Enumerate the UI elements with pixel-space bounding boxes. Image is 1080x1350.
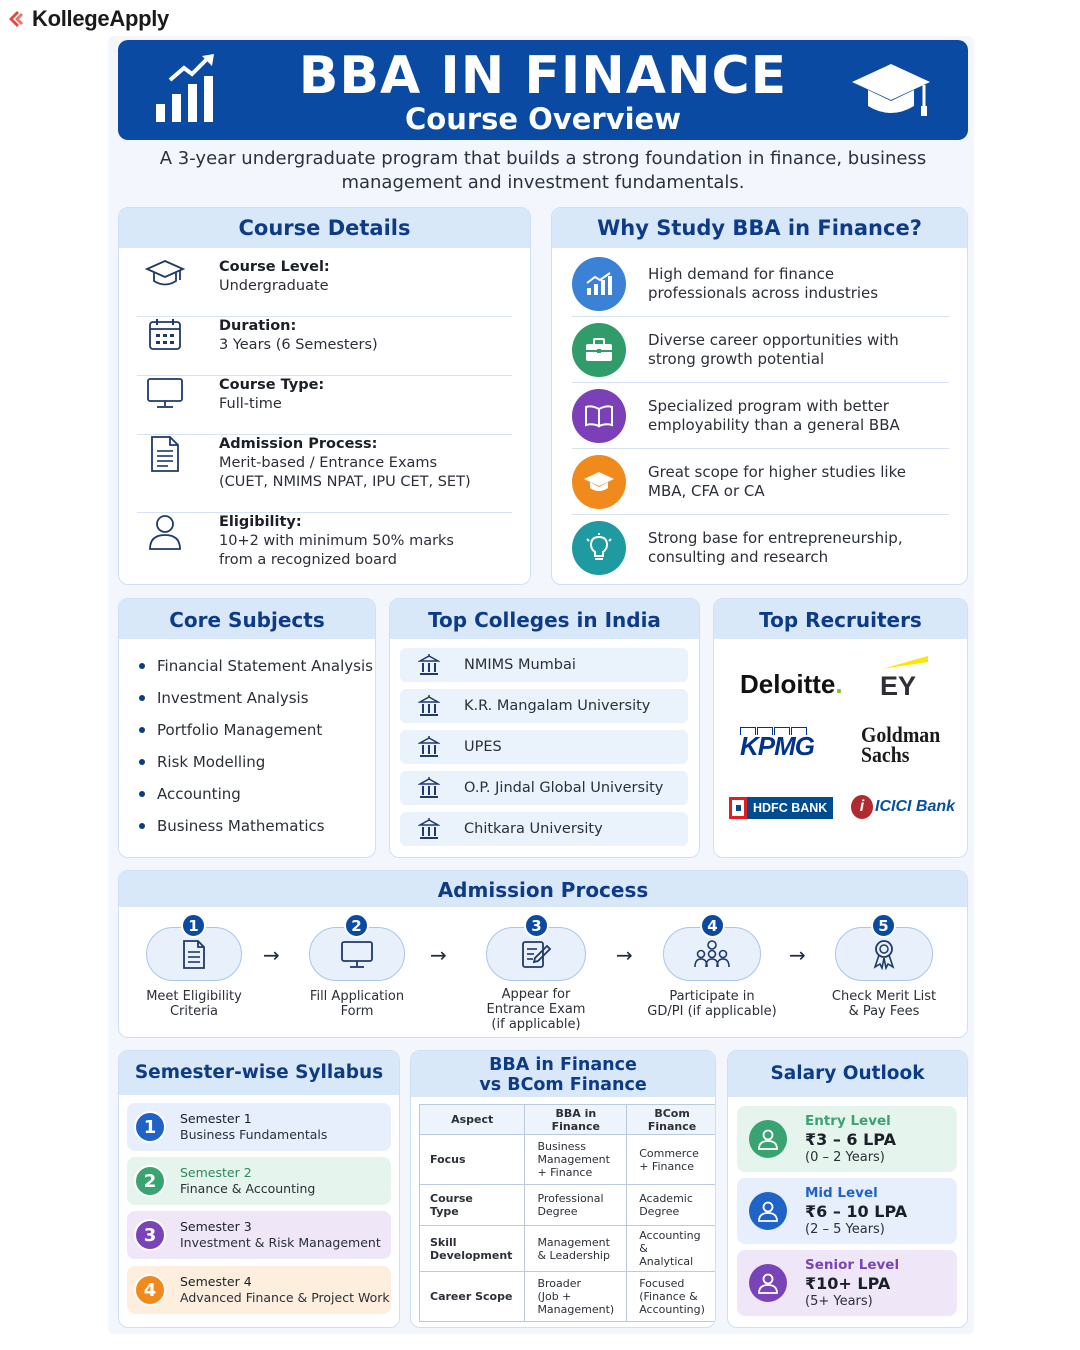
book-icon — [584, 404, 614, 428]
course-details-title: Course Details — [119, 208, 530, 248]
why-study-card — [551, 207, 968, 585]
core-subjects-card — [118, 598, 376, 858]
syllabus-title: Semester-wise Syllabus — [119, 1051, 399, 1095]
brand-name: KollegeApply — [32, 6, 169, 31]
page-subtitle: Course Overview — [404, 102, 681, 136]
eligibility-row — [137, 513, 512, 583]
college-row — [400, 689, 688, 723]
brand-logo[interactable] — [6, 6, 169, 32]
deloitte-logo: Deloitte. — [740, 669, 843, 699]
goldman-sachs-logo: Goldman Sachs — [861, 722, 941, 767]
university-building-icon — [418, 818, 440, 840]
step-1-badge: 1 — [181, 913, 206, 938]
eligibility-value: 10+2 with minimum 50% marks — [219, 533, 454, 549]
top-recruiters-title: Top Recruiters — [714, 599, 967, 639]
list-item: Investment Analysis — [137, 687, 373, 719]
top-recruiters-card — [713, 598, 968, 858]
semester-4: 4 Semester 4 Advanced Finance & Project Work — [127, 1266, 391, 1314]
table-header-row: Aspect BBA in Finance BCom Finance — [420, 1105, 717, 1135]
salary-entry-level: Entry Level ₹3 – 6 LPA (0 – 2 Years) — [737, 1106, 957, 1172]
table-row: Focus Business Management + Finance Commerce + Finance — [420, 1135, 717, 1185]
college-row — [400, 771, 688, 805]
duration-row — [137, 317, 512, 376]
university-building-icon — [418, 695, 440, 717]
exam-pen-icon — [520, 938, 552, 970]
why-item-text: Strong base for entrepreneurship, consulting and research — [648, 529, 903, 566]
briefcase-icon — [584, 337, 614, 363]
user-icon — [757, 1128, 779, 1150]
course-type-label: Course Type: — [219, 377, 325, 393]
icici-bank-logo: i ICICI Bank — [851, 795, 955, 819]
course-level-row — [137, 258, 512, 317]
monitor-icon — [146, 376, 184, 410]
why-item-text: Great scope for higher studies like MBA, CFA or CA — [648, 462, 906, 500]
core-subjects-list — [137, 655, 373, 847]
why-study-title: Why Study BBA in Finance? — [552, 208, 967, 248]
ey-beam-icon — [880, 655, 930, 671]
step-4-label: Participate in GD/PI (if applicable) — [647, 989, 777, 1019]
user-icon — [148, 513, 182, 551]
calendar-icon — [147, 317, 183, 351]
graduation-cap-icon — [145, 258, 185, 288]
why-item-text: High demand for finance professionals across industries — [648, 264, 879, 302]
admission-process-exams: (CUET, NMIMS NPAT, IPU CET, SET) — [219, 474, 471, 490]
comparison-card — [410, 1050, 716, 1328]
eligibility-value-2: from a recognized board — [219, 552, 397, 568]
step-arrow: → — [616, 943, 633, 967]
semester-1: 1 Semester 1 Business Fundamentals — [127, 1103, 391, 1151]
college-name: K.R. Mangalam University — [464, 698, 651, 714]
graduation-cap-icon — [850, 60, 932, 124]
comparison-title: BBA in Finance vs BCom Finance — [411, 1051, 715, 1097]
college-name: NMIMS Mumbai — [464, 657, 576, 673]
user-icon — [757, 1272, 779, 1294]
college-name: Chitkara University — [464, 821, 603, 837]
course-type-row — [137, 376, 512, 435]
why-item-text: Diverse career opportunities with strong growth potential — [648, 330, 899, 368]
admission-process-title: Admission Process — [119, 871, 967, 907]
monitor-icon — [340, 939, 374, 969]
core-subjects-title: Core Subjects — [119, 599, 375, 639]
top-colleges-card — [389, 598, 700, 858]
semester-3: 3 Semester 3 Investment & Risk Management — [127, 1211, 391, 1259]
college-row — [400, 812, 688, 846]
document-icon — [148, 435, 182, 473]
university-building-icon — [418, 654, 440, 676]
college-name: UPES — [464, 739, 502, 755]
kollegeapply-logo-icon — [6, 8, 28, 30]
table-row: Career Scope Broader (Job + Management) Focused (Finance & Accounting) — [420, 1272, 717, 1322]
admission-process-value: Merit-based / Entrance Exams — [219, 455, 438, 471]
duration-label: Duration: — [219, 318, 297, 334]
course-type-value: Full-time — [219, 396, 282, 412]
salary-outlook-card — [727, 1050, 968, 1328]
kpmg-logo: KPMG — [740, 727, 814, 762]
university-building-icon — [418, 736, 440, 758]
graduation-cap-icon — [583, 470, 615, 494]
salary-outlook-title: Salary Outlook — [728, 1051, 967, 1097]
why-item-higher-studies — [572, 449, 949, 515]
comparison-table — [419, 1104, 716, 1322]
hero-banner — [118, 40, 968, 140]
ey-logo: EY — [880, 655, 930, 705]
step-2-label: Fill Application Form — [309, 989, 405, 1019]
step-1-label: Meet Eligibility Criteria — [146, 989, 242, 1019]
award-ribbon-icon — [870, 938, 898, 970]
list-item: Financial Statement Analysis — [137, 655, 373, 687]
intro-text: A 3-year undergraduate program that builds a strong foundation in finance, business management and investment fundamentals. — [159, 148, 927, 193]
salary-mid-level: Mid Level ₹6 – 10 LPA (2 – 5 Years) — [737, 1178, 957, 1244]
list-item: Portfolio Management — [137, 719, 373, 751]
growth-chart-icon — [584, 271, 614, 297]
list-item: Business Mathematics — [137, 815, 373, 847]
admission-process-row — [137, 435, 512, 513]
admission-process-card — [118, 870, 968, 1038]
step-arrow: → — [430, 943, 447, 967]
table-row: Skill Development Management & Leadership Accounting & Analytical — [420, 1226, 717, 1272]
checklist-icon — [179, 938, 209, 970]
step-5-badge: 5 — [871, 913, 896, 938]
group-icon — [692, 939, 732, 969]
semester-2: 2 Semester 2 Finance & Accounting — [127, 1157, 391, 1205]
syllabus-card — [118, 1050, 400, 1328]
step-3-label: Appear for Entrance Exam (if applicable) — [486, 987, 586, 1032]
step-arrow: → — [789, 943, 806, 967]
list-item: Accounting — [137, 783, 373, 815]
why-item-text: Specialized program with better employability than a general BBA — [648, 396, 900, 434]
top-colleges-title: Top Colleges in India — [390, 599, 699, 639]
admission-process-label: Admission Process: — [219, 436, 378, 452]
page-title: BBA IN FINANCE — [298, 46, 788, 106]
course-details-card — [118, 207, 531, 585]
step-arrow: → — [263, 943, 280, 967]
step-5-label: Check Merit List & Pay Fees — [831, 989, 937, 1019]
university-building-icon — [418, 777, 440, 799]
course-level-value: Undergraduate — [219, 278, 329, 294]
step-3-badge: 3 — [524, 913, 549, 938]
step-4-badge: 4 — [700, 913, 725, 938]
eligibility-label: Eligibility: — [219, 514, 302, 530]
user-icon — [757, 1200, 779, 1222]
salary-senior-level: Senior Level ₹10+ LPA (5+ Years) — [737, 1250, 957, 1316]
college-row — [400, 648, 688, 682]
course-level-label: Course Level: — [219, 259, 330, 275]
college-name: O.P. Jindal Global University — [464, 780, 664, 796]
why-item-demand — [572, 251, 949, 317]
step-2-badge: 2 — [344, 913, 369, 938]
why-item-entrepreneurship — [572, 515, 949, 581]
hdfc-bank-logo: HDFC BANK — [729, 797, 833, 819]
why-item-careers — [572, 317, 949, 383]
college-row — [400, 730, 688, 764]
duration-value: 3 Years (6 Semesters) — [219, 337, 378, 353]
table-row: Course Type Professional Degree Academic Degree — [420, 1185, 717, 1226]
lightbulb-icon — [585, 533, 613, 563]
why-item-specialized — [572, 383, 949, 449]
list-item: Risk Modelling — [137, 751, 373, 783]
